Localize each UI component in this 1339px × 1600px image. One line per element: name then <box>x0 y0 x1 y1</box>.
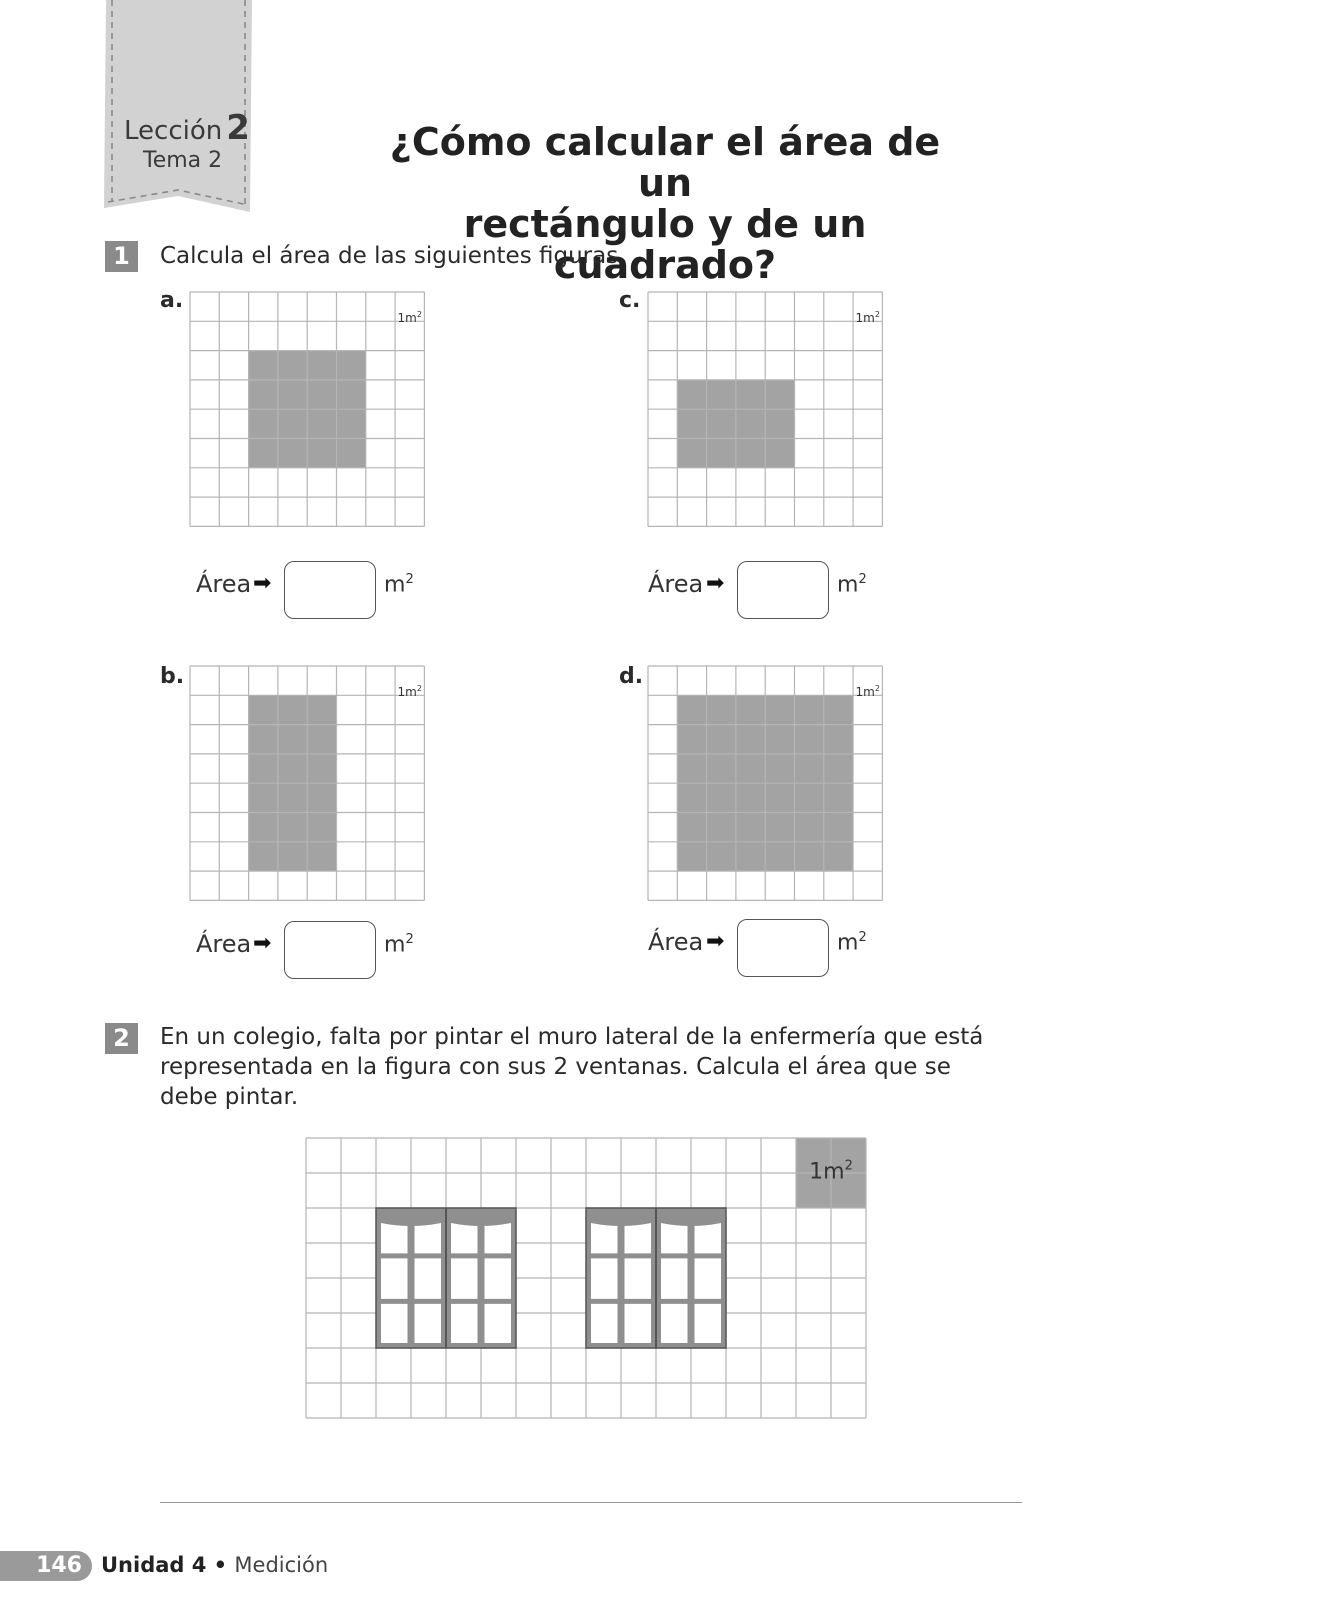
lesson-number: 2 <box>226 108 250 148</box>
arrow-icon: ➡ <box>706 571 725 596</box>
figure-d-letter: d. <box>619 664 644 689</box>
wall-unit-label: $1m^2$ <box>809 1158 853 1185</box>
exercise-2-instruction <box>160 1022 1000 1112</box>
unit-square-label: $1m^2$ <box>855 310 880 326</box>
footer-divider <box>160 1502 1022 1503</box>
unit-square-label: $1m^2$ <box>397 684 422 700</box>
figure-c-answer-box[interactable] <box>737 561 829 619</box>
exercise-2-line-3: debe pintar. <box>160 1084 299 1110</box>
wall-grid <box>305 1137 867 1419</box>
figure-c-unit: $m^2$ <box>837 572 867 598</box>
unit-square-label: $1m^2$ <box>855 684 880 700</box>
window <box>586 1208 726 1348</box>
square-grid <box>189 291 425 527</box>
square-grid <box>647 665 883 901</box>
exercise-1-number: 1 <box>105 241 138 272</box>
figure-d-grid <box>647 665 883 901</box>
footer-unit-name: Unidad 4 <box>101 1553 207 1577</box>
footer-topic: Medición <box>234 1553 329 1577</box>
figure-c-area-label: Área <box>648 570 704 598</box>
figure-a-letter: a. <box>160 288 184 313</box>
figure-d-answer-box[interactable] <box>737 919 829 977</box>
figure-a-area-label: Área <box>196 570 252 598</box>
figure-d-unit: $m^2$ <box>837 930 867 956</box>
exercise-1-instruction: Calcula el área de las siguientes figuras. <box>160 243 626 269</box>
wall-svg <box>305 1137 867 1419</box>
page-number: 146 <box>0 1551 92 1581</box>
figure-b-answer-box[interactable] <box>284 921 376 979</box>
lesson-label <box>124 108 250 148</box>
arrow-icon: ➡ <box>253 571 272 596</box>
exercise-2-line-1: En un colegio, falta por pintar el muro lateral de la enfermería que está <box>160 1024 984 1050</box>
figure-a-grid <box>189 291 425 527</box>
figure-b-grid <box>189 665 425 901</box>
figure-b-area-label: Área <box>196 930 252 958</box>
title-line-1: ¿Cómo calcular el área de un <box>389 120 941 205</box>
window <box>376 1208 516 1348</box>
lesson-word: Lección <box>124 116 223 146</box>
exercise-2-line-2: representada en la figura con sus 2 ventanas. Calcula el área que se <box>160 1054 951 1080</box>
square-grid <box>189 665 425 901</box>
figure-b-letter: b. <box>160 664 185 689</box>
figure-a-unit: $m^2$ <box>384 572 414 598</box>
arrow-icon: ➡ <box>706 929 725 954</box>
footer-unit <box>101 1553 328 1577</box>
arrow-icon: ➡ <box>253 931 272 956</box>
figure-b-unit: $m^2$ <box>384 932 414 958</box>
title-line-2: rectángulo y de un cuadrado? <box>463 202 867 287</box>
exercise-2-number: 2 <box>105 1023 138 1054</box>
figure-c-letter: c. <box>619 288 641 313</box>
topic-label: Tema 2 <box>143 148 223 173</box>
square-grid <box>647 291 883 527</box>
unit-square-label: $1m^2$ <box>397 310 422 326</box>
figure-a-answer-box[interactable] <box>284 561 376 619</box>
figure-c-grid <box>647 291 883 527</box>
figure-d-area-label: Área <box>648 928 704 956</box>
footer-separator: • <box>213 1553 228 1577</box>
